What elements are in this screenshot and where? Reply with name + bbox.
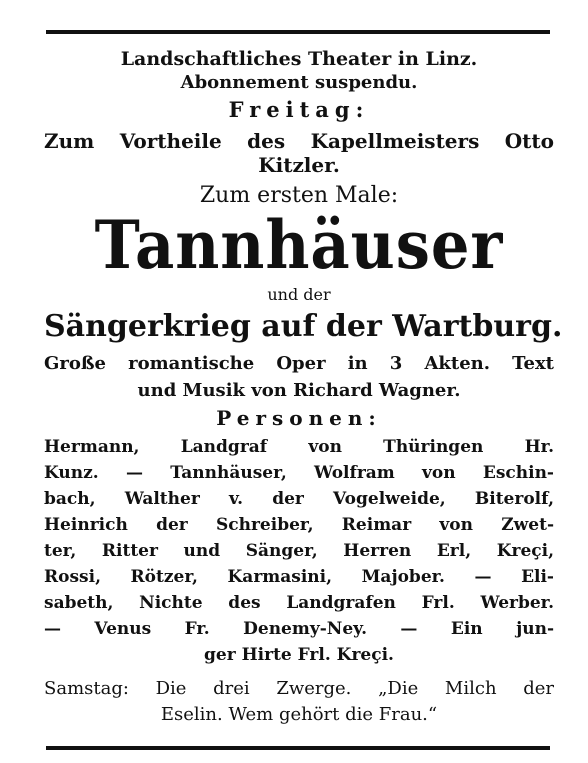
cast-line: — Venus Fr. Denemy-Ney. — Ein jun- [44,619,554,639]
and-connector: und der [267,285,331,304]
persons-heading: Personen: [216,406,382,430]
benefit-line-1: Zum Vortheile des Kapellmeisters Otto [44,129,554,153]
description-line-1: Große romantische Oper in 3 Akten. Text [44,353,554,374]
cast-line: ger Hirte Frl. Kreçi. [204,645,394,665]
subscription-note: Abonnement suspendu. [180,72,418,93]
bottom-rule [46,746,550,750]
saturday-line-2: Eselin. Wem gehört die Frau.“ [160,704,438,725]
saturday-line-1: Samstag: Die drei Zwerge. „Die Milch der [44,678,554,699]
top-rule [46,30,550,34]
benefit-line-2: Kitzler. [258,153,340,177]
day-heading: Freitag: [228,97,370,122]
cast-line: Hermann, Landgraf von Thüringen Hr. [44,437,554,457]
cast-line: bach, Walther v. der Vogelweide, Biterolf, [44,489,554,509]
cast-line: ter, Ritter und Sänger, Herren Erl, Kreçi, [44,541,554,561]
description-line-2: und Musik von Richard Wagner. [137,380,461,401]
cast-line: Rossi, Rötzer, Karmasini, Majober. — Eli- [44,567,554,587]
opera-subtitle: Sängerkrieg auf der Wartburg. [44,309,563,344]
cast-line: Heinrich der Schreiber, Reimar von Zwet- [44,515,554,535]
cast-line: Kunz. — Tannhäuser, Wolfram von Eschin- [44,463,554,483]
cast-line: sabeth, Nichte des Landgrafen Frl. Werber. [44,593,554,613]
opera-title: Tannhäuser [94,206,504,284]
theatre-name: Landschaftliches Theater in Linz. [120,48,478,70]
first-time-note: Zum ersten Male: [199,183,399,208]
